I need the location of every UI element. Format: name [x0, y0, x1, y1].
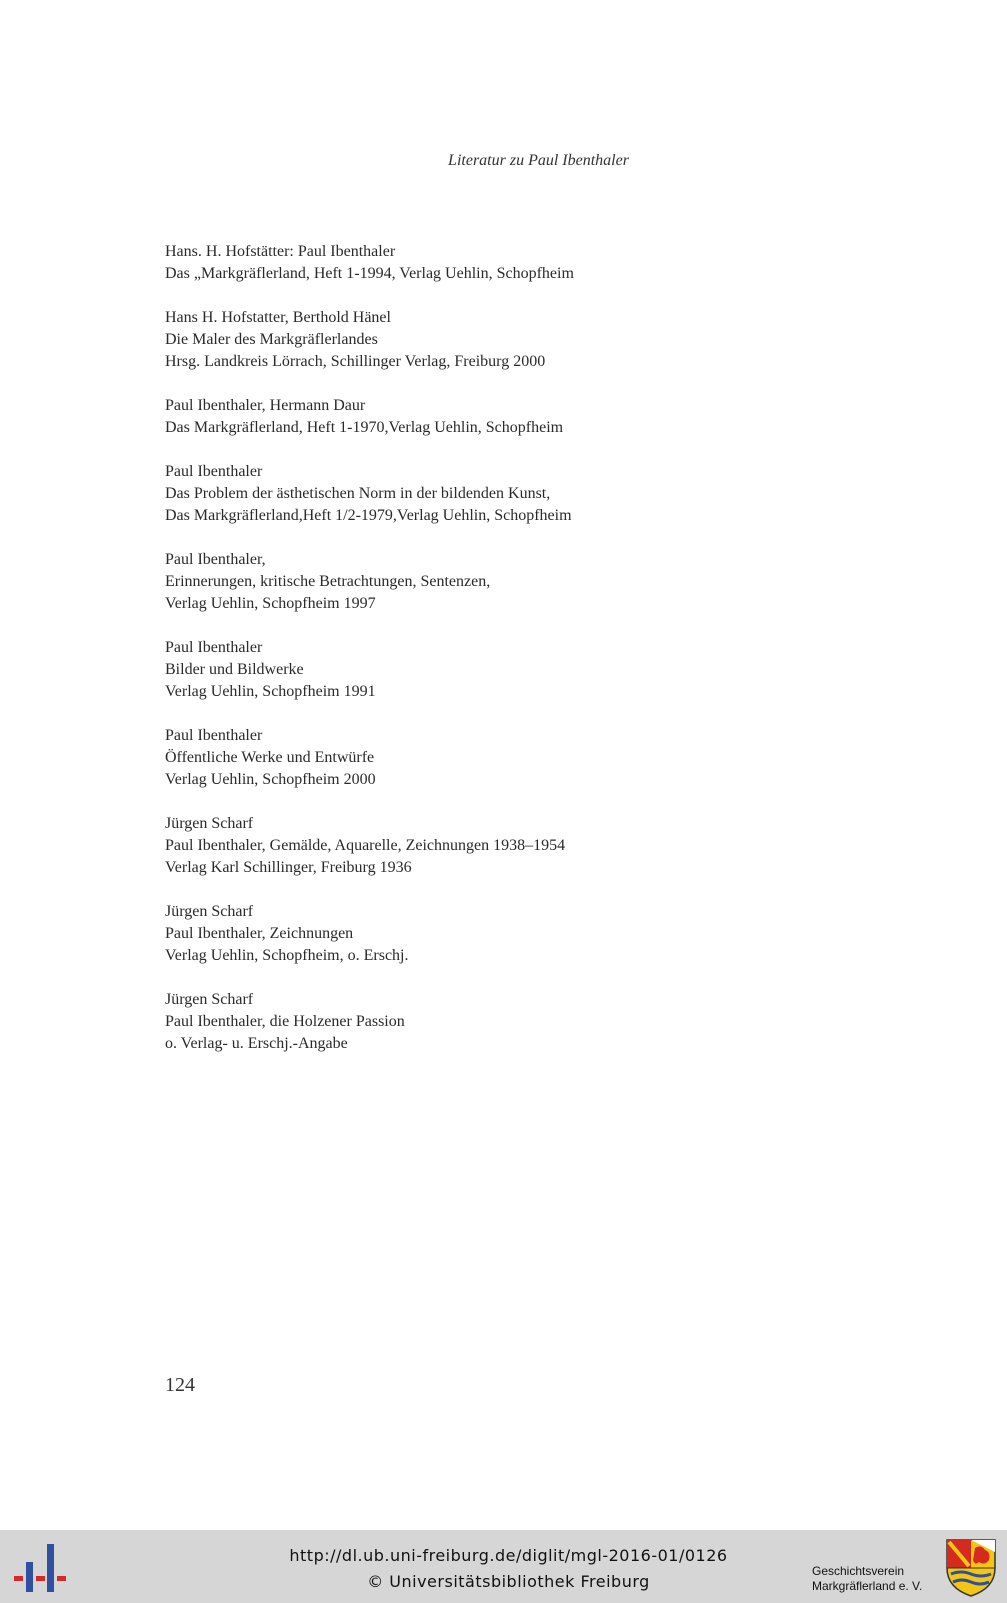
entry-line: Paul Ibenthaler, Gemälde, Aquarelle, Zeichnungen 1938–1954: [165, 837, 566, 854]
entry-line: Erinnerungen, kritische Betrachtungen, Sentenzen,: [165, 573, 491, 590]
entry-line: Paul Ibenthaler, die Holzener Passion: [165, 1013, 405, 1030]
entry-line: Paul Ibenthaler,: [165, 551, 266, 568]
entry-line: Die Maler des Markgräflerlandes: [165, 331, 378, 348]
bibliography-entry: [165, 307, 885, 373]
entry-line: Bilder und Bildwerke: [165, 661, 304, 678]
entry-line: Hans H. Hofstatter, Berthold Hänel: [165, 309, 391, 326]
footer-url-link[interactable]: http://dl.ub.uni-freiburg.de/diglit/mgl-2016-01/0126: [289, 1546, 728, 1565]
entry-line: Das Markgräflerland, Heft 1-1970,Verlag Uehlin, Schopfheim: [165, 419, 564, 436]
entry-line: Verlag Uehlin, Schopfheim 2000: [165, 771, 376, 788]
entry-line: Paul Ibenthaler, Zeichnungen: [165, 925, 354, 942]
entry-line: Verlag Uehlin, Schopfheim 1991: [165, 683, 376, 700]
bibliography-entry: [165, 461, 885, 527]
footer-bar: [0, 1530, 1007, 1603]
entry-line: Jürgen Scharf: [165, 991, 254, 1008]
coat-of-arms-icon[interactable]: [945, 1538, 997, 1598]
entry-line: Hrsg. Landkreis Lörrach, Schillinger Verlag, Freiburg 2000: [165, 353, 546, 370]
entry-line: Paul Ibenthaler: [165, 639, 263, 656]
entry-line: Verlag Karl Schillinger, Freiburg 1936: [165, 859, 412, 876]
bibliography-entry: [165, 549, 885, 615]
society-name-line: Geschichtsverein: [812, 1564, 905, 1578]
entry-line: Hans. H. Hofstätter: Paul Ibenthaler: [165, 243, 396, 260]
footer-copyright: © Universitätsbibliothek Freiburg: [367, 1572, 650, 1591]
bibliography-entry: [165, 241, 885, 285]
entry-line: Öffentliche Werke und Entwürfe: [165, 749, 375, 766]
bibliography-entry: [165, 725, 885, 791]
bibliography-entry: [165, 813, 885, 879]
bibliography-entry: [165, 901, 885, 967]
entry-line: Jürgen Scharf: [165, 903, 254, 920]
society-name-line: Markgräflerland e. V.: [812, 1579, 923, 1593]
bibliography-entry: [165, 637, 885, 703]
entry-line: Paul Ibenthaler, Hermann Daur: [165, 397, 366, 414]
society-name: [812, 1564, 922, 1594]
entry-line: o. Verlag- u. Erschj.-Angabe: [165, 1035, 348, 1052]
bibliography-entry: [165, 989, 885, 1055]
bibliography-entry: [165, 395, 885, 439]
entry-line: Das Markgräflerland,Heft 1/2-1979,Verlag Uehlin, Schopfheim: [165, 507, 572, 524]
running-title: Literatur zu Paul Ibenthaler: [448, 152, 629, 169]
entry-line: Paul Ibenthaler: [165, 463, 263, 480]
entry-line: Paul Ibenthaler: [165, 727, 263, 744]
entry-line: Das Problem der ästhetischen Norm in der bildenden Kunst,: [165, 485, 551, 502]
entry-line: Verlag Uehlin, Schopfheim, o. Erschj.: [165, 947, 409, 964]
bibliography-list: [165, 241, 885, 1077]
entry-line: Verlag Uehlin, Schopfheim 1997: [165, 595, 376, 612]
page-number: 124: [165, 1374, 195, 1396]
entry-line: Jürgen Scharf: [165, 815, 254, 832]
entry-line: Das „Markgräflerland, Heft 1-1994, Verlag Uehlin, Schopfheim: [165, 265, 574, 282]
